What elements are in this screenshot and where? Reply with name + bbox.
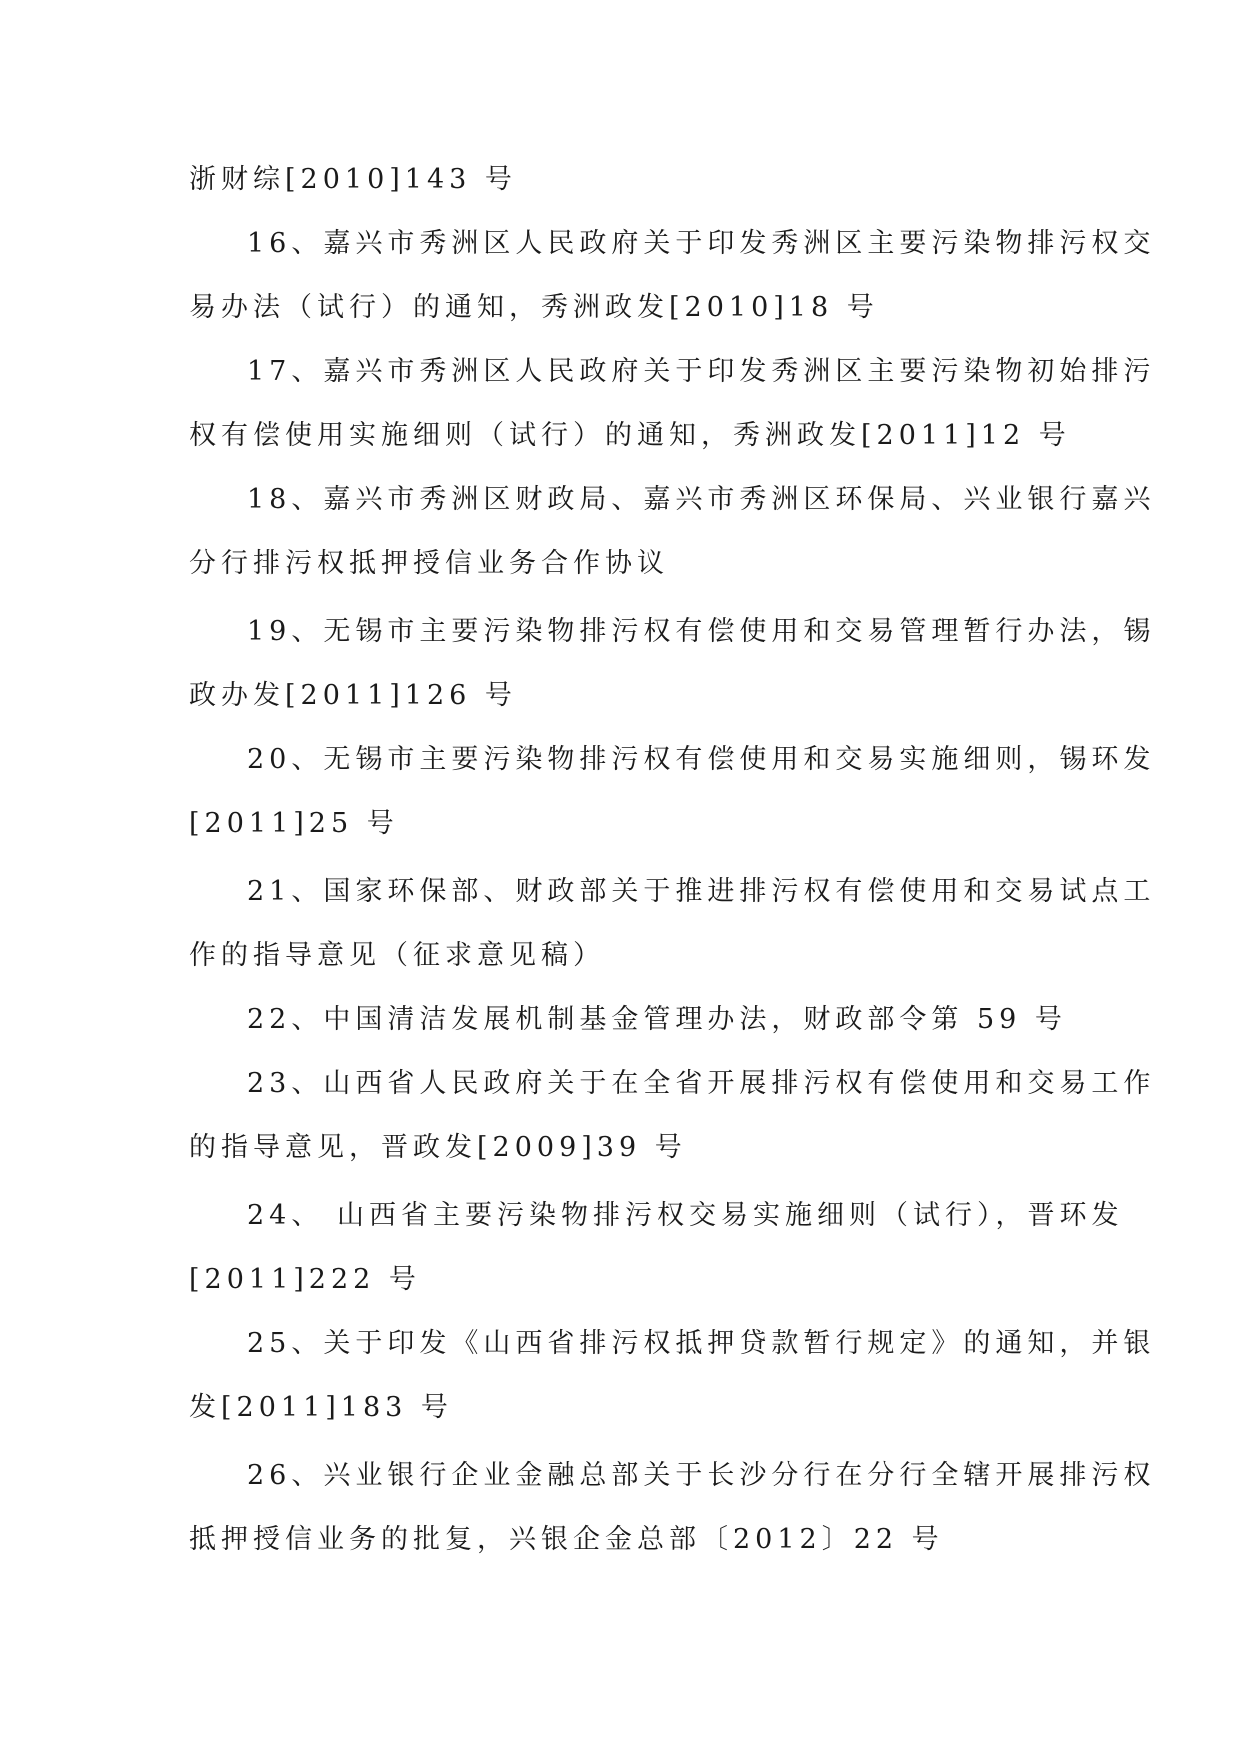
text-line: 的指导意见，晋政发[2009]39 号 xyxy=(189,1132,687,1163)
text-line: 分行排污权抵押授信业务合作协议 xyxy=(189,548,669,579)
text-line: 作的指导意见（征求意见稿） xyxy=(189,940,605,971)
text-line: 17、嘉兴市秀洲区人民政府关于印发秀洲区主要污染物初始排污 xyxy=(247,356,1156,387)
text-line: 25、关于印发《山西省排污权抵押贷款暂行规定》的通知，并银 xyxy=(247,1328,1156,1359)
text-line: 26、兴业银行企业金融总部关于长沙分行在分行全辖开展排污权 xyxy=(247,1460,1156,1491)
text-line: 24、 山西省主要污染物排污权交易实施细则（试行），晋环发 xyxy=(247,1200,1124,1231)
text-line: 易办法（试行）的通知，秀洲政发[2010]18 号 xyxy=(189,292,879,323)
text-line: 21、国家环保部、财政部关于推进排污权有偿使用和交易试点工 xyxy=(247,876,1156,907)
text-line: 浙财综[2010]143 号 xyxy=(189,164,517,195)
text-line: 23、山西省人民政府关于在全省开展排污权有偿使用和交易工作 xyxy=(247,1068,1156,1099)
text-line: 16、嘉兴市秀洲区人民政府关于印发秀洲区主要污染物排污权交 xyxy=(247,228,1156,259)
text-line: 20、无锡市主要污染物排污权有偿使用和交易实施细则，锡环发 xyxy=(247,744,1156,775)
text-line: 22、中国清洁发展机制基金管理办法，财政部令第 59 号 xyxy=(247,1004,1067,1035)
text-line: 18、嘉兴市秀洲区财政局、嘉兴市秀洲区环保局、兴业银行嘉兴 xyxy=(247,484,1156,515)
text-line: 权有偿使用实施细则（试行）的通知，秀洲政发[2011]12 号 xyxy=(189,420,1071,451)
text-line: 19、无锡市主要污染物排污权有偿使用和交易管理暂行办法，锡 xyxy=(247,616,1156,647)
text-line: 政办发[2011]126 号 xyxy=(189,680,517,711)
text-line: 发[2011]183 号 xyxy=(189,1392,453,1423)
text-line: [2011]25 号 xyxy=(189,808,399,839)
text-line: 抵押授信业务的批复，兴银企金总部〔2012〕22 号 xyxy=(189,1524,944,1555)
text-line: [2011]222 号 xyxy=(189,1264,421,1295)
